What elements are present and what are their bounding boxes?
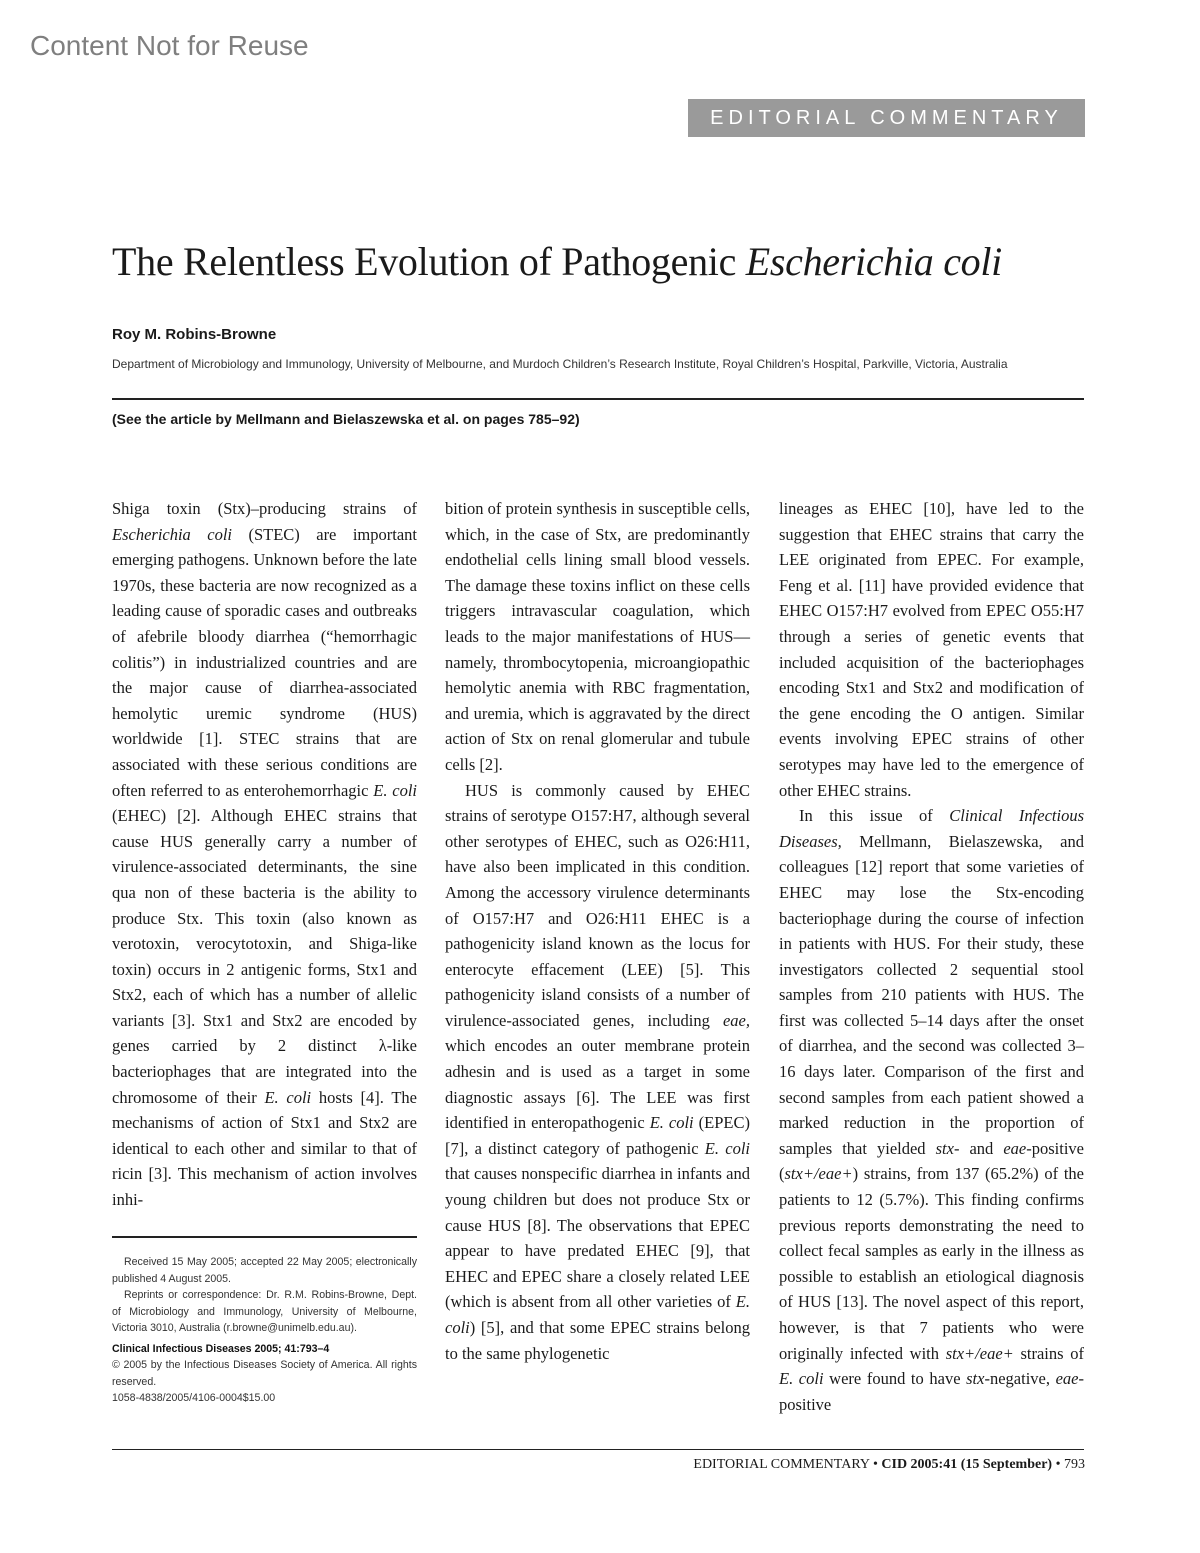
page-number: 793 [1064,1457,1085,1472]
paragraph: Shiga toxin (Stx)–producing strains of Escherichia coli (STEC) are important emerging pathogens. Unknown before the late 1970s, these bacteria are now recognized as a leading cause of sporadic cases and outbreaks of afebrile bloody diarrhea (“hemorrhagic colitis”) in industrialized countries and are the major cause of diarrhea-associated hemolytic uremic syndrome (HUS) worldwide [1]. STEC strains that are associated with these serious conditions are often referred to as enterohemorrhagic E. coli (EHEC) [2]. Although EHEC strains that cause HUS generally carry a number of virulence-associated determinants, the sine qua non of these bacteria is the ability to produce Stx. This toxin (also known as verotoxin, verocytotoxin, and Shiga-like toxin) occurs in 2 antigenic forms, Stx1 and Stx2, each of which has a number of allelic variants [3]. Stx1 and Stx2 are encoded by genes carried by 2 distinct λ-like bacteriophages that are integrated into the chromosome of their E. coli hosts [4]. The mechanisms of action of Stx1 and Stx2 are identical to each other and similar to that of ricin [3]. This mechanism of action involves inhi- [112,499,417,1210]
header-rule [112,398,1084,400]
footer-rule [112,1449,1084,1450]
title-roman: The Relentless Evolution of Pathogenic [112,239,746,284]
author-name: Roy M. Robins-Browne [112,326,277,343]
paragraph: bition of protein synthesis in susceptible cells, which, in the case of Stx, are predominantly endothelial cells lining small blood vessels. The damage these toxins inflict on these cells triggers intravascular coagulation, which leads to the major manifestations of HUS—namely, thrombocytopenia, microangiopathic hemolytic anemia with RBC fragmentation, and uremia, which is aggravated by the direct action of Stx on renal glomerular and tubule cells [2]. [445,499,750,774]
paragraph: HUS is commonly caused by EHEC strains of serotype O157:H7, although several other serotypes of EHEC, such as O26:H11, have also been implicated in this condition. Among the accessory virulence determinants of O157:H7 and O26:H11 EHEC is a pathogenicity island known as the locus for enterocyte effacement (LEE) [5]. This pathogenicity island consists of a number of virulence-associated genes, including eae, which encodes an outer membrane protein adhesin and is used as a target in some diagnostic assays [6]. The LEE was first identified in enteropathogenic E. coli (EPEC) [7], a distinct category of pathogenic E. coli that causes nonspecific diarrhea in infants and young children but does not produce Stx or cause HUS [8]. The observations that EPEC appear to have predated EHEC [9], that EHEC and EPEC share a closely related LEE (which is absent from all other varieties of E. coli) [5], and that some EPEC strains belong to the same phylogenetic [445,780,751,1363]
correspondence: Reprints or correspondence: Dr. R.M. Robins-Browne, Dept. of Microbiology and Immunology, University of Melbourne, Victoria 3010, Australia (r.browne@unimelb.edu.au). [112,1289,417,1334]
article-title [112,238,1002,285]
watermark: Content Not for Reuse [30,30,309,61]
see-also-note: (See the article by Mellmann and Bielaszewska et al. on pages 785–92) [112,411,580,427]
journal-citation: Clinical Infectious Diseases 2005; 41:793–4 [112,1342,330,1355]
copyright: © 2005 by the Infectious Diseases Society of America. All rights reserved. [112,1359,417,1388]
page-footer: EDITORIAL COMMENTARY • CID 2005:41 (15 September) • 793 [693,1457,1085,1472]
footer-section: EDITORIAL COMMENTARY [693,1457,870,1472]
body-column-2 [445,496,750,1366]
article-footnote [112,1254,417,1407]
author-affiliation: Department of Microbiology and Immunology, University of Melbourne, and Murdoch Children’s Research Institute, Royal Children’s Hospital, Parkville, Victoria, Australia [112,357,1008,371]
footer-citation: CID 2005:41 (15 September) [881,1457,1053,1472]
section-label: EDITORIAL COMMENTARY [688,99,1085,137]
paragraph: lineages as EHEC [10], have led to the suggestion that EHEC strains that carry the LEE originated from EPEC. For example, Feng et al. [11] have provided evidence that EHEC O157:H7 evolved from EPEC O55:H7 through a series of genetic events that included acquisition of the bacteriophages encoding Stx1 and Stx2 and modification of the gene encoding the O antigen. Similar events involving EPEC strains of other serotypes may have led to the emergence of other EHEC strains. [779,499,1084,800]
body-column-1 [112,496,417,1213]
body-column-3 [779,496,1084,1417]
paragraph: In this issue of Clinical Infectious Diseases, Mellmann, Bielaszewska, and colleagues [12] report that some varieties of EHEC may lose the Stx-encoding bacteriophage during the course of infection in patients with HUS. For their study, these investigators collected 2 sequential stool samples from 210 patients with HUS. The first was collected 5–14 days after the onset of diarrhea, and the second was collected 3–16 days later. Comparison of the first and second samples from each patient showed a marked reduction in the proportion of samples that yielded stx- and eae-positive (stx+/eae+) strains, from 137 (65.2%) of the patients to 12 (5.7%). This finding confirms previous reports demonstrating the need to collect fecal samples as early in the illness as possible to establish an etiological diagnosis of HUS [13]. The novel aspect of this report, however, is that 7 patients who were originally infected with stx+/eae+ strains of E. coli were found to have stx-negative, eae-positive [779,806,1085,1414]
issn: 1058-4838/2005/4106-0004$15.00 [112,1392,276,1404]
received-dates: Received 15 May 2005; accepted 22 May 2005; electronically published 4 August 2005. [112,1256,417,1285]
title-italic: Escherichia coli [745,239,1002,284]
footnote-rule [112,1236,417,1238]
